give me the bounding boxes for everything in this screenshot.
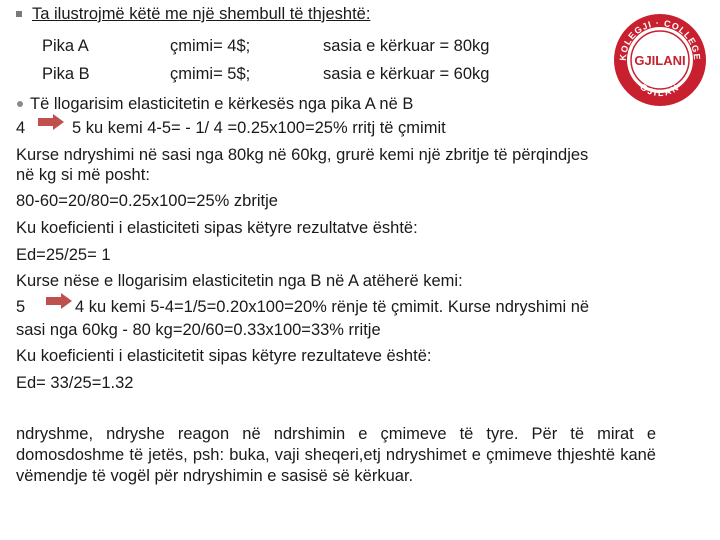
logo-ring-top: KOLEGJI · COLLEGE	[617, 17, 703, 61]
point-b-price: çmimi= 5$;	[170, 65, 251, 83]
point-b-label: Pika B	[42, 65, 90, 83]
text-line-ed1: Ed=25/25= 1	[16, 246, 111, 264]
point-b-qty: sasia e kërkuar = 60kg	[323, 65, 490, 83]
text-line-koef2: Ku koeficienti i elasticitetit sipas këtyre rezultateve është:	[16, 347, 432, 365]
text-line-ed2: Ed= 33/25=1.32	[16, 374, 134, 392]
round-bullet	[17, 101, 23, 107]
text-line-calc1: 80-60=20/80=0.25x100=25% zbritje	[16, 192, 278, 210]
closing-paragraph: ndryshme, ndryshe reagon në ndrshimin e çmimeve të tyre. Për të mirat e domosdoshme të jetës, psh: buka, vaji sheqeri,etj ndryshimet e çmimeve thjeshtë kanë vëmendje të vogël për ndryshimin e sasisë së kërkuar.	[16, 425, 656, 485]
right-arrow-icon	[46, 293, 72, 309]
right-arrow-icon	[38, 114, 64, 130]
square-bullet	[16, 11, 22, 17]
text-line-koef1: Ku koeficienti i elasticiteti sipas këtyre rezultatve është:	[16, 219, 418, 237]
point-a-label: Pika A	[42, 37, 89, 55]
arrow1-left: 4	[16, 119, 26, 137]
text-line-kurse1a: Kurse ndryshimi në sasi nga 80kg në 60kg, grurë kemi një zbritje të përqindjes	[16, 146, 589, 164]
text-line-kurse2: Kurse nëse e llogarisim elasticitetin nga B në A atëherë kemi:	[16, 272, 463, 290]
college-logo	[612, 12, 708, 108]
point-a-qty: sasia e kërkuar = 80kg	[323, 37, 490, 55]
arrow1-right: 5 ku kemi 4-5= - 1/ 4 =0.25x100=25% rritj të çmimit	[72, 119, 446, 137]
text-line-sasi: sasi nga 60kg - 80 kg=20/60=0.33x100=33% rritje	[16, 321, 381, 339]
arrow2-left: 5	[16, 298, 26, 316]
text-line-kurse1b: në kg si më posht:	[16, 166, 150, 184]
arrow2-right: 4 ku kemi 5-4=1/5=0.20x100=20% rënje të çmimit. Kurse ndryshimi në	[75, 298, 590, 316]
logo-ring-bottom: GJILAN	[638, 81, 682, 99]
point-a-price: çmimi= 4$;	[170, 37, 251, 55]
logo-name: GJILANI	[634, 53, 686, 68]
bullet-text: Të llogarisim elasticitetin e kërkesës nga pika A në B	[30, 95, 414, 113]
slide-title: Ta ilustrojmë këtë me një shembull të thjeshtë:	[32, 5, 371, 23]
